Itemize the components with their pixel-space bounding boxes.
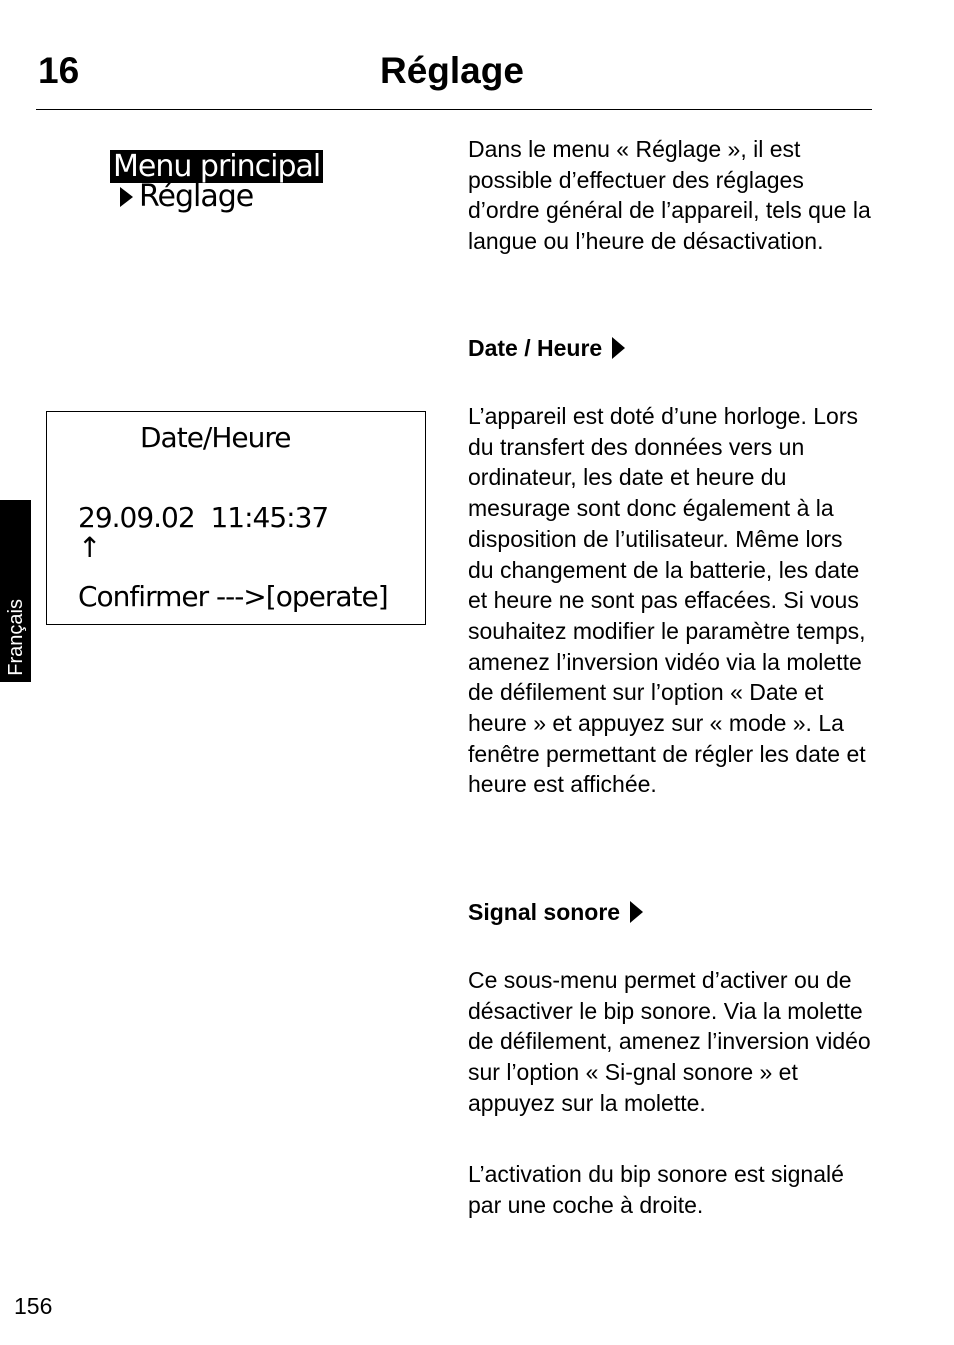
lcd-datetime-value: 29.09.02 11:45:37 [78, 501, 329, 534]
page-number: 156 [14, 1293, 53, 1319]
section-heading-date-heure [468, 333, 872, 364]
section-heading-label: Date / Heure [468, 335, 603, 361]
triangle-right-icon [630, 901, 643, 923]
lcd-confirm-line: Confirmer --->[operate] [78, 580, 388, 613]
lcd-submenu-reglage [120, 180, 253, 213]
triangle-right-icon [612, 337, 625, 359]
lcd-menu-principal-highlight: Menu principal [110, 150, 323, 183]
date-heure-paragraph: L’appareil est doté d’une horloge. Lors du transfert des données vers un ordinateur, les date et heure du mesurage sont donc également à la disposition de l’utilisateur. Même lors du changement de la batterie, les date et heure ne sont pas effacées. Si vous souhaitez modifier le paramètre temps, amenez l’inversion vidéo via la molette de défilement sur l’option « Date et heure » et appuyez sur « mode ». La fenêtre permettant de régler les date et heure est affichée. [468, 403, 866, 798]
lcd-datetime-title: Date/Heure [140, 421, 291, 454]
header-divider [36, 109, 872, 110]
lcd-datetime-window [46, 411, 426, 625]
intro-paragraph: Dans le menu « Réglage », il est possible d’effectuer des réglages d’ordre général de l’appareil, tels que la langue ou l’heure de désactivation. [468, 136, 871, 255]
lcd-cursor-arrow-icon: ↑ [78, 531, 101, 564]
section-heading-signal-sonore [468, 897, 872, 928]
page-title: Réglage [380, 50, 524, 91]
section-heading-label: Signal sonore [468, 899, 621, 925]
triangle-right-icon [120, 187, 133, 207]
lcd-submenu-label: Réglage [139, 179, 254, 214]
signal-sonore-paragraph: Ce sous-menu permet d’activer ou de désactiver le bip sonore. Via la molette de défilement, amenez l’inversion vidéo sur l’option « Si-gnal sonore » et appuyez sur la molette. [468, 967, 871, 1116]
signal-activation-paragraph: L’activation du bip sonore est signalé par une coche à droite. [468, 1161, 844, 1218]
language-side-tab [0, 500, 31, 682]
chapter-number: 16 [38, 50, 80, 91]
language-tab-label: Français [5, 599, 27, 676]
